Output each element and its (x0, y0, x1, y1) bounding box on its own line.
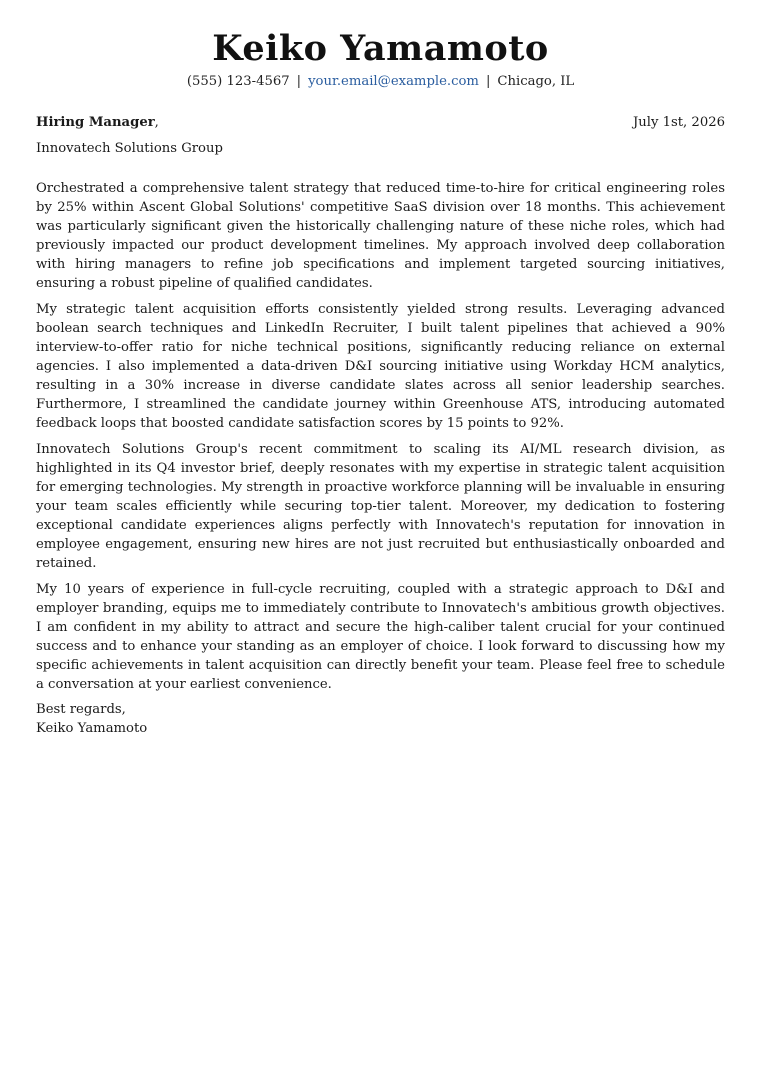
phone-number: (555) 123-4567 (186, 74, 290, 89)
applicant-name: Keiko Yamamoto (212, 28, 549, 69)
body-paragraph-3: Innovatech Solutions Group's recent commitment to scaling its AI/ML research division, as highlighted in its Q4 investor brief, deeply resonates with my expertise in strategic talent acquisition for emerging technologies. My strength in proactive workforce planning will be invaluable in ensuring your team scales efficiently while securing top-tier talent. Moreover, my dedication to fostering exceptional candidate experiences aligns perfectly with Innovatech's reputation for innovation in employee engagement, ensuring new hires are not just recruited but enthusiastically onboarded and retained. (36, 442, 725, 571)
signature-name: Keiko Yamamoto (36, 720, 148, 736)
contact-separator: | (485, 74, 491, 89)
letter-date: July 1st, 2026 (632, 115, 725, 130)
recipient-punctuation: , (154, 115, 159, 130)
letter-header-row (36, 114, 725, 132)
recipient (36, 114, 159, 132)
contact-line (36, 73, 725, 91)
body-paragraph-1: Orchestrated a comprehensive talent strategy that reduced time-to-hire for critical engineering roles by 25% within Ascent Global Solutions' competitive SaaS division over 18 months. This achievement was particularly significant given the historically challenging nature of these niche roles, which had previously impacted our product development timelines. My approach involved deep collaboration with hiring managers to refine job specifications and implement targeted sourcing initiatives, ensuring a robust pipeline of qualified candidates. (36, 181, 725, 291)
closing-salutation: Best regards, (36, 702, 126, 717)
recipient-name: Hiring Manager (36, 115, 155, 130)
contact-separator: | (296, 74, 302, 89)
location: Chicago, IL (497, 74, 575, 89)
closing-block (36, 701, 725, 738)
cover-letter-page (36, 0, 725, 738)
company-name: Innovatech Solutions Group (36, 141, 223, 156)
body-paragraph-2: My strategic talent acquisition efforts consistently yielded strong results. Leveraging advanced boolean search techniques and LinkedIn Recruiter, I built talent pipelines that achieved a 90% interview-to-offer ratio for niche technical positions, significantly reducing reliance on external agencies. I also implemented a data-driven D&I sourcing initiative using Workday HCM analytics, resulting in a 30% increase in diverse candidate slates across all senior leadership searches. Furthermore, I streamlined the candidate journey within Greenhouse ATS, introducing automated feedback loops that boosted candidate satisfaction scores by 15 points to 92%. (36, 302, 725, 431)
email-link[interactable]: your.email@example.com (308, 74, 479, 89)
body-paragraph-4: My 10 years of experience in full-cycle recruiting, coupled with a strategic approach to D&I and employer branding, equips me to immediately contribute to Innovatech's ambitious growth objectives. I am confident in my ability to attract and secure the high-caliber talent crucial for your continued success and to enhance your standing as an employer of choice. I look forward to discussing how my specific achievements in talent acquisition can directly benefit your team. Please feel free to schedule a conversation at your earliest convenience. (36, 582, 725, 692)
